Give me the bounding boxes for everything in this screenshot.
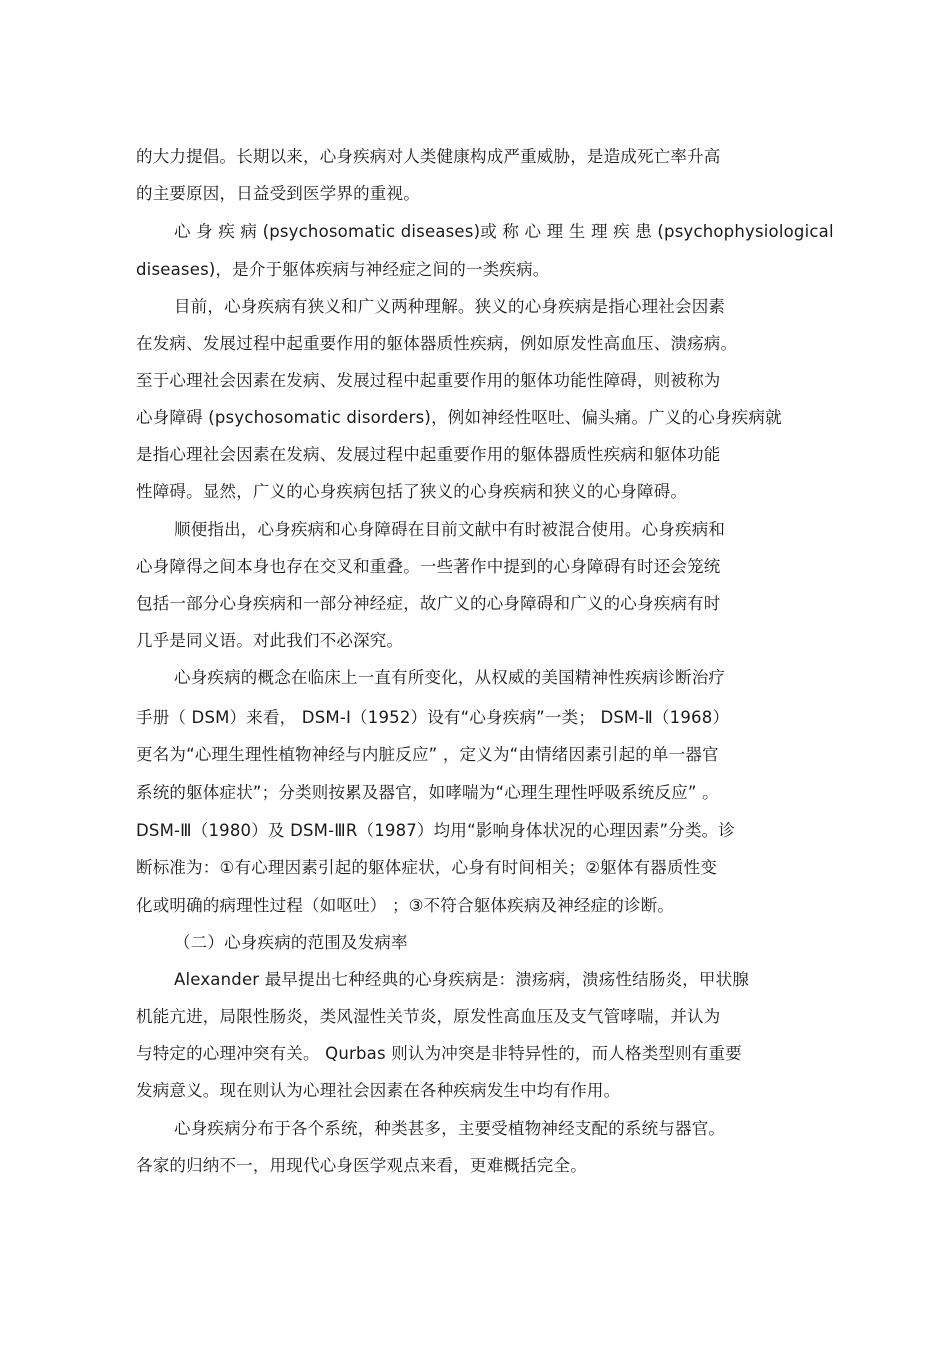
text-line-10: 性障碍。显然，广义的心身疾病包括了狭义的心身疾病和狭义的心身障碍。 — [136, 482, 688, 501]
text-line-12: 心身障得之间本身也存在交叉和重叠。一些著作中提到的心身障碍有时还会笼统 — [136, 557, 721, 576]
text-line-23: Alexander 最早提出七种经典的心身疾病是：溃疡病，溃疡性结肠炎，甲状腺 — [174, 970, 750, 989]
text-line-27: 心身疾病分布于各个系统，种类甚多，主要受植物神经支配的系统与器官。 — [174, 1119, 726, 1138]
text-line-1: 的大力提倡。长期以来，心身疾病对人类健康构成严重威胁，是造成死亡率升高 — [136, 147, 721, 166]
text-line-21: 化或明确的病理性过程（如呕吐） ；③不符合躯体疾病及神经症的诊断。 — [136, 896, 675, 915]
text-line-14: 几乎是同义语。对此我们不必深究。 — [136, 631, 404, 650]
text-line-16: 手册（ DSM）来看， DSM-Ⅰ（1952）设有“心身疾病”一类； DSM-Ⅱ（1968） — [136, 708, 730, 727]
text-line-28: 各家的归纳不一，用现代心身医学观点来看，更难概括完全。 — [136, 1156, 587, 1175]
text-line-8: 心身障碍 (psychosomatic disorders)，例如神经性呕吐、偏头痛。广义的心身疾病就 — [136, 408, 782, 427]
text-line-3: 心 身 疾 病 (psychosomatic diseases)或 称 心 理 生 理 疾 患 (psychophysiological — [174, 222, 834, 241]
text-line-17: 更名为“心理生理性植物神经与内脏反应” ，定义为“由情绪因素引起的单一器官 — [136, 745, 719, 764]
text-line-19: DSM-Ⅲ（1980）及 DSM-ⅢR（1987）均用“影响身体状况的心理因素”分类。诊 — [136, 821, 736, 840]
text-line-7: 至于心理社会因素在发病、发展过程中起重要作用的躯体功能性障碍，则被称为 — [136, 371, 721, 390]
text-line-4: diseases)，是介于躯体疾病与神经症之间的一类疾病。 — [136, 260, 550, 279]
text-line-25: 与特定的心理冲突有关。 Qurbas 则认为冲突是非特异性的，而人格类型则有重要 — [136, 1044, 742, 1063]
text-line-5: 目前，心身疾病有狭义和广义两种理解。狭义的心身疾病是指心理社会因素 — [174, 297, 726, 316]
section-heading: （二）心身疾病的范围及发病率 — [174, 933, 408, 952]
text-line-9: 是指心理社会因素在发病、发展过程中起重要作用的躯体器质性疾病和躯体功能 — [136, 445, 721, 464]
text-line-24: 机能亢进，局限性肠炎，类风湿性关节炎，原发性高血压及支气管哮喘，并认为 — [136, 1007, 721, 1026]
text-line-6: 在发病、发展过程中起重要作用的躯体器质性疾病，例如原发性高血压、溃疡病。 — [136, 334, 738, 353]
text-line-11: 顺便指出，心身疾病和心身障碍在目前文献中有时被混合使用。心身疾病和 — [174, 520, 726, 539]
text-line-13: 包括一部分心身疾病和一部分神经症，故广义的心身障碍和广义的心身疾病有时 — [136, 594, 721, 613]
text-line-15: 心身疾病的概念在临床上一直有所变化，从权威的美国精神性疾病诊断治疗 — [174, 668, 726, 687]
text-line-18: 系统的躯体症状”；分类则按累及器官，如哮喘为“心理生理性呼吸系统反应” 。 — [136, 783, 719, 802]
text-line-2: 的主要原因，日益受到医学界的重视。 — [136, 184, 420, 203]
text-line-20: 断标准为：①有心理因素引起的躯体症状，心身有时间相关；②躯体有器质性变 — [136, 858, 718, 877]
text-line-26: 发病意义。现在则认为心理社会因素在各种疾病发生中均有作用。 — [136, 1081, 621, 1100]
